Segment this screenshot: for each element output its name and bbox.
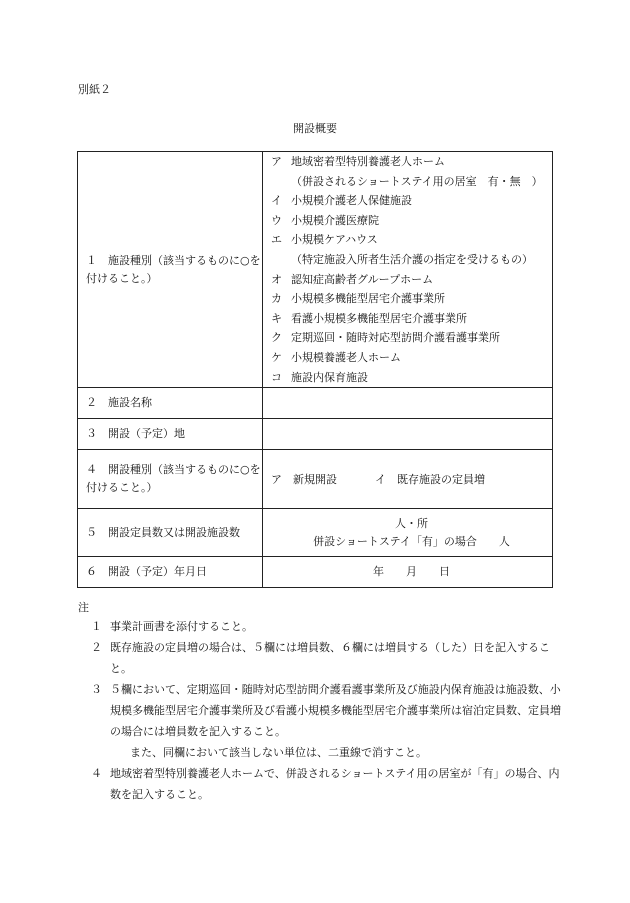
facility-option-note: （特定施設入所者生活介護の指定を受けるもの） xyxy=(291,252,533,266)
document-title: 開設概要 xyxy=(293,122,337,135)
note-extra: また、同欄において該当しない単位は、二重線で消すこと。 xyxy=(130,746,427,759)
facility-option-note: （併設されるショートステイ用の居室 有・無 ） xyxy=(291,174,543,188)
outline-form-table xyxy=(77,151,553,588)
facility-option[interactable]: オ 認知症高齢者グループホーム xyxy=(271,272,434,286)
opening-type-label: ４ 開設種別（該当するものに○を付けること。） xyxy=(78,450,263,509)
row-opening-type xyxy=(78,450,553,509)
capacity-unit: 人・所 xyxy=(395,516,428,530)
facility-name-label: ２ 施設名称 xyxy=(78,388,263,419)
facility-option[interactable]: イ 小規模介護老人保健施設 xyxy=(271,194,412,208)
facility-option[interactable]: エ 小規模ケアハウス xyxy=(271,233,378,247)
row-opening-date xyxy=(78,557,553,588)
facility-option[interactable]: ケ 小規模養護老人ホーム xyxy=(271,350,401,364)
location-field[interactable] xyxy=(263,419,553,450)
facility-option[interactable]: キ 看護小規模多機能型居宅介護事業所 xyxy=(271,311,467,325)
note-item: ３ ５欄において、定期巡回・随時対応型訪問介護看護事業所及び施設内保育施設は施設数、小規模多機能型居宅介護事業所及び看護小規模多機能型居宅介護事業所は宿泊定員数、定員増の場合には増員数を記入すること。 xyxy=(91,683,561,738)
row-capacity xyxy=(78,509,553,557)
note-item: １ 事業計画書を添付すること。 xyxy=(91,620,253,633)
document-tag: 別紙２ xyxy=(78,83,111,96)
row-facility-type xyxy=(78,152,553,388)
opening-date-label: ６ 開設（予定）年月日 xyxy=(78,557,263,588)
capacity-label: ５ 開設定員数又は開設施設数 xyxy=(78,509,263,557)
opening-date-field[interactable]: 年 月 日 xyxy=(263,557,553,588)
note-item: ２ 既存施設の定員増の場合は、５欄には増員数、６欄には増員する（した）日を記入すること。 xyxy=(91,641,550,675)
row-location xyxy=(78,419,553,450)
facility-type-label: １ 施設種別（該当するものに○を付けること。） xyxy=(78,152,263,388)
facility-option[interactable]: ア 地域密着型特別養護老人ホーム xyxy=(271,155,445,168)
facility-option[interactable]: カ 小規模多機能型居宅介護事業所 xyxy=(271,292,445,306)
row-facility-name xyxy=(78,388,553,419)
capacity-field[interactable] xyxy=(263,509,553,557)
facility-type-options xyxy=(263,152,553,388)
opening-option-expand[interactable]: イ 既存施設の定員増 xyxy=(375,473,485,487)
facility-option[interactable]: ク 定期巡回・随時対応型訪問介護看護事業所 xyxy=(271,331,500,345)
opening-option-new[interactable]: ア 新規開設 xyxy=(271,473,337,487)
notes-section xyxy=(78,600,568,805)
facility-option[interactable]: コ 施設内保育施設 xyxy=(271,370,368,384)
facility-name-field[interactable] xyxy=(263,388,553,419)
note-item: ４ 地域密着型特別養護老人ホームで、併設されるショートステイ用の居室が「有」の場合、内数を記入すること。 xyxy=(91,767,560,801)
capacity-shortstay: 併設ショートステイ「有」の場合 人 xyxy=(313,534,510,548)
notes-heading: 注 xyxy=(78,601,89,614)
opening-type-options xyxy=(263,450,553,509)
location-label: ３ 開設（予定）地 xyxy=(78,419,263,450)
facility-option[interactable]: ウ 小規模介護医療院 xyxy=(271,213,379,227)
